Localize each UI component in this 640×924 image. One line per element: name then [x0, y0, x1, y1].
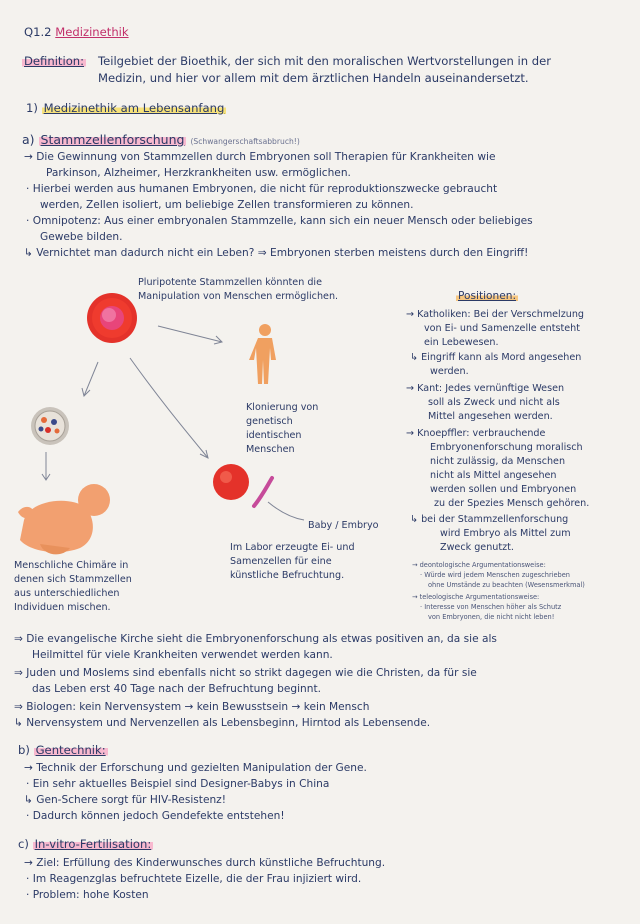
position-line: wird Embryo als Mittel zum [440, 528, 571, 539]
definition-line: Medizin, und hier vor allem mit dem ärztlichen Handeln auseinandersetzt. [98, 71, 529, 85]
argument-line: ⇒ Die evangelische Kirche sieht die Embryonenforschung als etwas positiven an, da sie als [14, 633, 497, 645]
position-line: Embryonenforschung moralisch [430, 442, 583, 453]
caption-klonierung: Klonierung von [246, 402, 319, 413]
text-line: Gewebe bilden. [40, 231, 123, 243]
position-line: werden sollen und Embryonen [430, 484, 577, 495]
caption-klonierung: Menschen [246, 444, 295, 455]
caption-labor: Samenzellen für eine [230, 556, 332, 567]
stem-cell-icon [87, 293, 137, 343]
position-line: Zweck genutzt. [440, 542, 514, 553]
definition-line: Teilgebiet der Bioethik, der sich mit den moralischen Wertvorstellungen in der [98, 54, 552, 68]
caption-klonierung: identischen [246, 430, 302, 441]
text-line: · Dadurch können jedoch Gendefekte entstehen! [26, 810, 285, 822]
argumentation-note: · Würde wird jedem Menschen zugeschrieben [420, 571, 570, 579]
position-line: nicht zulässig, da Menschen [430, 456, 566, 467]
definition-label: Definition: [24, 54, 85, 68]
text-line: ↳ Vernichtet man dadurch nicht ein Leben? ⇒ Embryonen sterben meistens durch den Eingriff! [24, 247, 529, 259]
position-line: ↳ bei der Stammzellenforschung [410, 514, 569, 525]
subsection-note: (Schwangerschaftsabbruch!) [190, 137, 300, 146]
caption-pluripotent: Pluripotente Stammzellen könnten die [138, 277, 322, 288]
text-line: · Omnipotenz: Aus einer embryonalen Stammzelle, kann sich ein neuer Mensch oder beliebiges [26, 215, 533, 227]
argument-line: ↳ Nervensystem und Nervenzellen als Lebensbeginn, Hirntod als Lebensende. [14, 717, 431, 729]
text-line: werden, Zellen isoliert, um beliebige Zellen transformieren zu können. [40, 199, 414, 211]
header-number: Q1.2 [24, 25, 52, 39]
argument-line: Heilmittel für viele Krankheiten verwendet werden kann. [32, 649, 333, 661]
position-line: von Ei- und Samenzelle entsteht [424, 323, 580, 334]
position-line: → Kant: Jedes vernünftige Wesen [406, 383, 565, 394]
position-line: Mittel angesehen werden. [428, 411, 553, 422]
argumentation-note: → deontologische Argumentationsweise: [412, 561, 546, 569]
argumentation-note: → teleologische Argumentationsweise: [412, 593, 540, 601]
argument-line: ⇒ Juden und Moslems sind ebenfalls nicht so strikt dagegen wie die Christen, da für sie [14, 667, 477, 679]
position-line: werden. [430, 366, 469, 377]
text-line: Parkinson, Alzheimer, Herzkrankheiten usw. ermöglichen. [46, 167, 351, 179]
position-line: → Knoepffler: verbrauchende [406, 428, 546, 439]
position-line: ein Lebewesen. [424, 337, 499, 348]
egg-cell-icon [213, 464, 249, 500]
text-line: → Ziel: Erfüllung des Kinderwunsches durch künstliche Befruchtung. [24, 857, 386, 869]
page-header [24, 26, 129, 39]
chimera-cell-icon [31, 407, 69, 445]
text-line: → Die Gewinnung von Stammzellen durch Embryonen soll Therapien für Krankheiten wie [24, 151, 496, 163]
text-line: ↳ Gen-Schere sorgt für HIV-Resistenz! [24, 794, 226, 806]
text-line: · Hierbei werden aus humanen Embryonen, die nicht für reproduktionszwecke gebraucht [26, 183, 498, 195]
caption-chimaere: Individuen mischen. [14, 602, 111, 613]
argumentation-note: ohne Umstände zu beachten (Wesensmerkmal) [428, 581, 585, 589]
position-line: nicht als Mittel angesehen [430, 470, 557, 481]
text-line: · Im Reagenzglas befruchtete Eizelle, die der Frau injiziert wird. [26, 873, 362, 885]
text-line: → Technik der Erforschung und gezielten Manipulation der Gene. [24, 762, 367, 774]
argumentation-note: von Embryonen, die nicht nicht leben! [428, 613, 555, 621]
caption-pluripotent: Manipulation von Menschen ermöglichen. [138, 291, 339, 302]
subsection-heading: b) Gentechnik: [18, 743, 106, 757]
sperm-cell-icon [254, 478, 272, 506]
caption-labor: Im Labor erzeugte Ei- und [230, 542, 355, 553]
subsection-heading: a) Stammzellenforschung (Schwangerschaftsabbruch!) [22, 132, 300, 147]
header-title: Medizinethik [55, 25, 129, 39]
caption-chimaere: denen sich Stammzellen [14, 574, 132, 585]
caption-labor: künstliche Befruchtung. [230, 570, 345, 581]
position-line: soll als Zweck und nicht als [428, 397, 560, 408]
argument-line: ⇒ Biologen: kein Nervensystem → kein Bewusstsein → kein Mensch [14, 701, 370, 713]
argumentation-note: · Interesse von Menschen höher als Schutz [420, 603, 562, 611]
caption-chimaere: aus unterschiedlichen [14, 588, 120, 599]
human-figure-icon [249, 324, 276, 384]
text-line: · Problem: hohe Kosten [26, 889, 149, 901]
text-line: · Ein sehr aktuelles Beispiel sind Designer-Babys in China [26, 778, 330, 790]
subsection-heading: c) In-vitro-Fertilisation: [18, 837, 152, 851]
position-line: zu der Spezies Mensch gehören. [434, 498, 590, 509]
caption-baby: Baby / Embryo [308, 520, 379, 531]
fetus-icon [18, 484, 110, 554]
position-line: ↳ Eingriff kann als Mord angesehen [410, 352, 582, 363]
caption-chimaere: Menschliche Chimäre in [14, 560, 129, 571]
caption-klonierung: genetisch [246, 416, 293, 427]
positionen-title: Positionen: [458, 290, 517, 302]
position-line: → Katholiken: Bei der Verschmelzung [406, 309, 585, 320]
section-heading: 1) Medizinethik am Lebensanfang [26, 101, 225, 115]
argument-line: das Leben erst 40 Tage nach der Befruchtung beginnt. [32, 683, 321, 695]
